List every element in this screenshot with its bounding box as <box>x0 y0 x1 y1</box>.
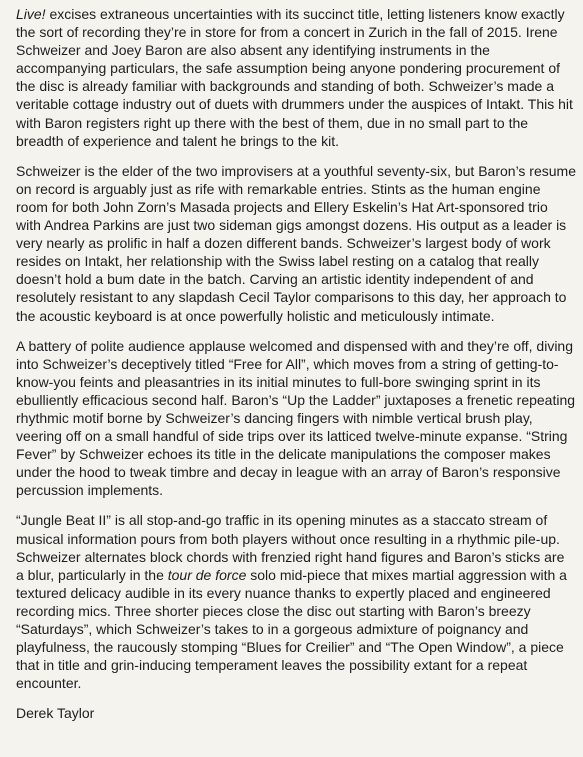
author-byline: Derek Taylor <box>16 705 95 722</box>
paragraph-intro <box>16 5 576 150</box>
review-article <box>16 5 576 734</box>
paragraph-closing <box>16 511 576 692</box>
album-title-italic: Live! <box>16 6 46 22</box>
paragraph-closing-text-b: solo mid-piece that mixes martial aggression with a textured delicacy audible in its every nuance thanks to expertly placed and engineered recording mics. Three shorter pieces close the disc out starting with Baron’s breezy “Saturdays”, which Schweizer’s takes to in a gorgeous admixture of poignancy and playfulness, the raucously stomping “Blues for Creilier” and “The Open Window”, a piece that in title and grin-inducing temperament leaves the possibility extant for a repeat encounter. <box>16 566 567 692</box>
paragraph-closing-text-a: “Jungle Beat II” is all stop-and-go traffic in its opening minutes as a staccato stream of musical information pours from both players without once resulting in a rhythmic pile-up. Schweizer alternates block chords with frenzied right hand figures and Baron’s sticks are a blur, particularly in the <box>16 512 565 583</box>
paragraph-intro-text: excises extraneous uncertainties with its succinct title, letting listeners know exactly the sort of recording they’re in store for from a concert in Zurich in the fall of 2015. Irene Schweizer and Joey Baron are also absent any identifying instruments in the accompanying particulars, the safe assumption being anyone pondering procurement of the disc is already familiar with backgrounds and standing of both. Schweizer’s made a veritable cottage industry out of duets with drummers under the auspices of Intakt. This hit with Baron registers right up there with the best of them, due in no small part to the breadth of experience and talent he brings to the kit. <box>16 6 573 149</box>
paragraph-tracks: A battery of polite audience applause welcomed and dispensed with and they’re off, diving into Schweizer’s deceptively titled “Free for All”, which moves from a string of getting-to-know-you feints and pleasantries in its initial minutes to full-bore swinging sprint in its ebulliently efficacious second half. Baron’s “Up the Ladder” juxtaposes a frenetic repeating rhythmic motif borne by Schweizer’s dancing fingers with nimble vertical brush play, veering off on a small handful of side trips over its latticed twelve-minute expanse. “String Fever” by Schweizer echoes its title in the delicate manipulations the composer makes under the hood to tweak timbre and decay in league with an array of Baron’s responsive percussion implements. <box>16 337 576 499</box>
paragraph-background: Schweizer is the elder of the two improvisers at a youthful seventy-six, but Baron’s resume on record is arguably just as rife with remarkable entries. Stints as the human engine room for both John Zorn’s Masada projects and Ellery Eskelin’s Hat Art-sponsored trio with Andrea Parkins are just two sideman gigs amongst dozens. His output as a leader is very nearly as prolific in half a dozen different bands. Schweizer’s largest body of work resides on Intakt, her relationship with the Swiss label resting on a catalog that really doesn’t hold a bum date in the batch. Carving an artistic identity independent of and resolutely resistant to any slapdash Cecil Taylor comparisons to this day, her approach to the acoustic keyboard is at once powerfully holistic and meticulously intimate. <box>16 162 576 324</box>
italic-phrase: tour de force <box>167 566 247 583</box>
